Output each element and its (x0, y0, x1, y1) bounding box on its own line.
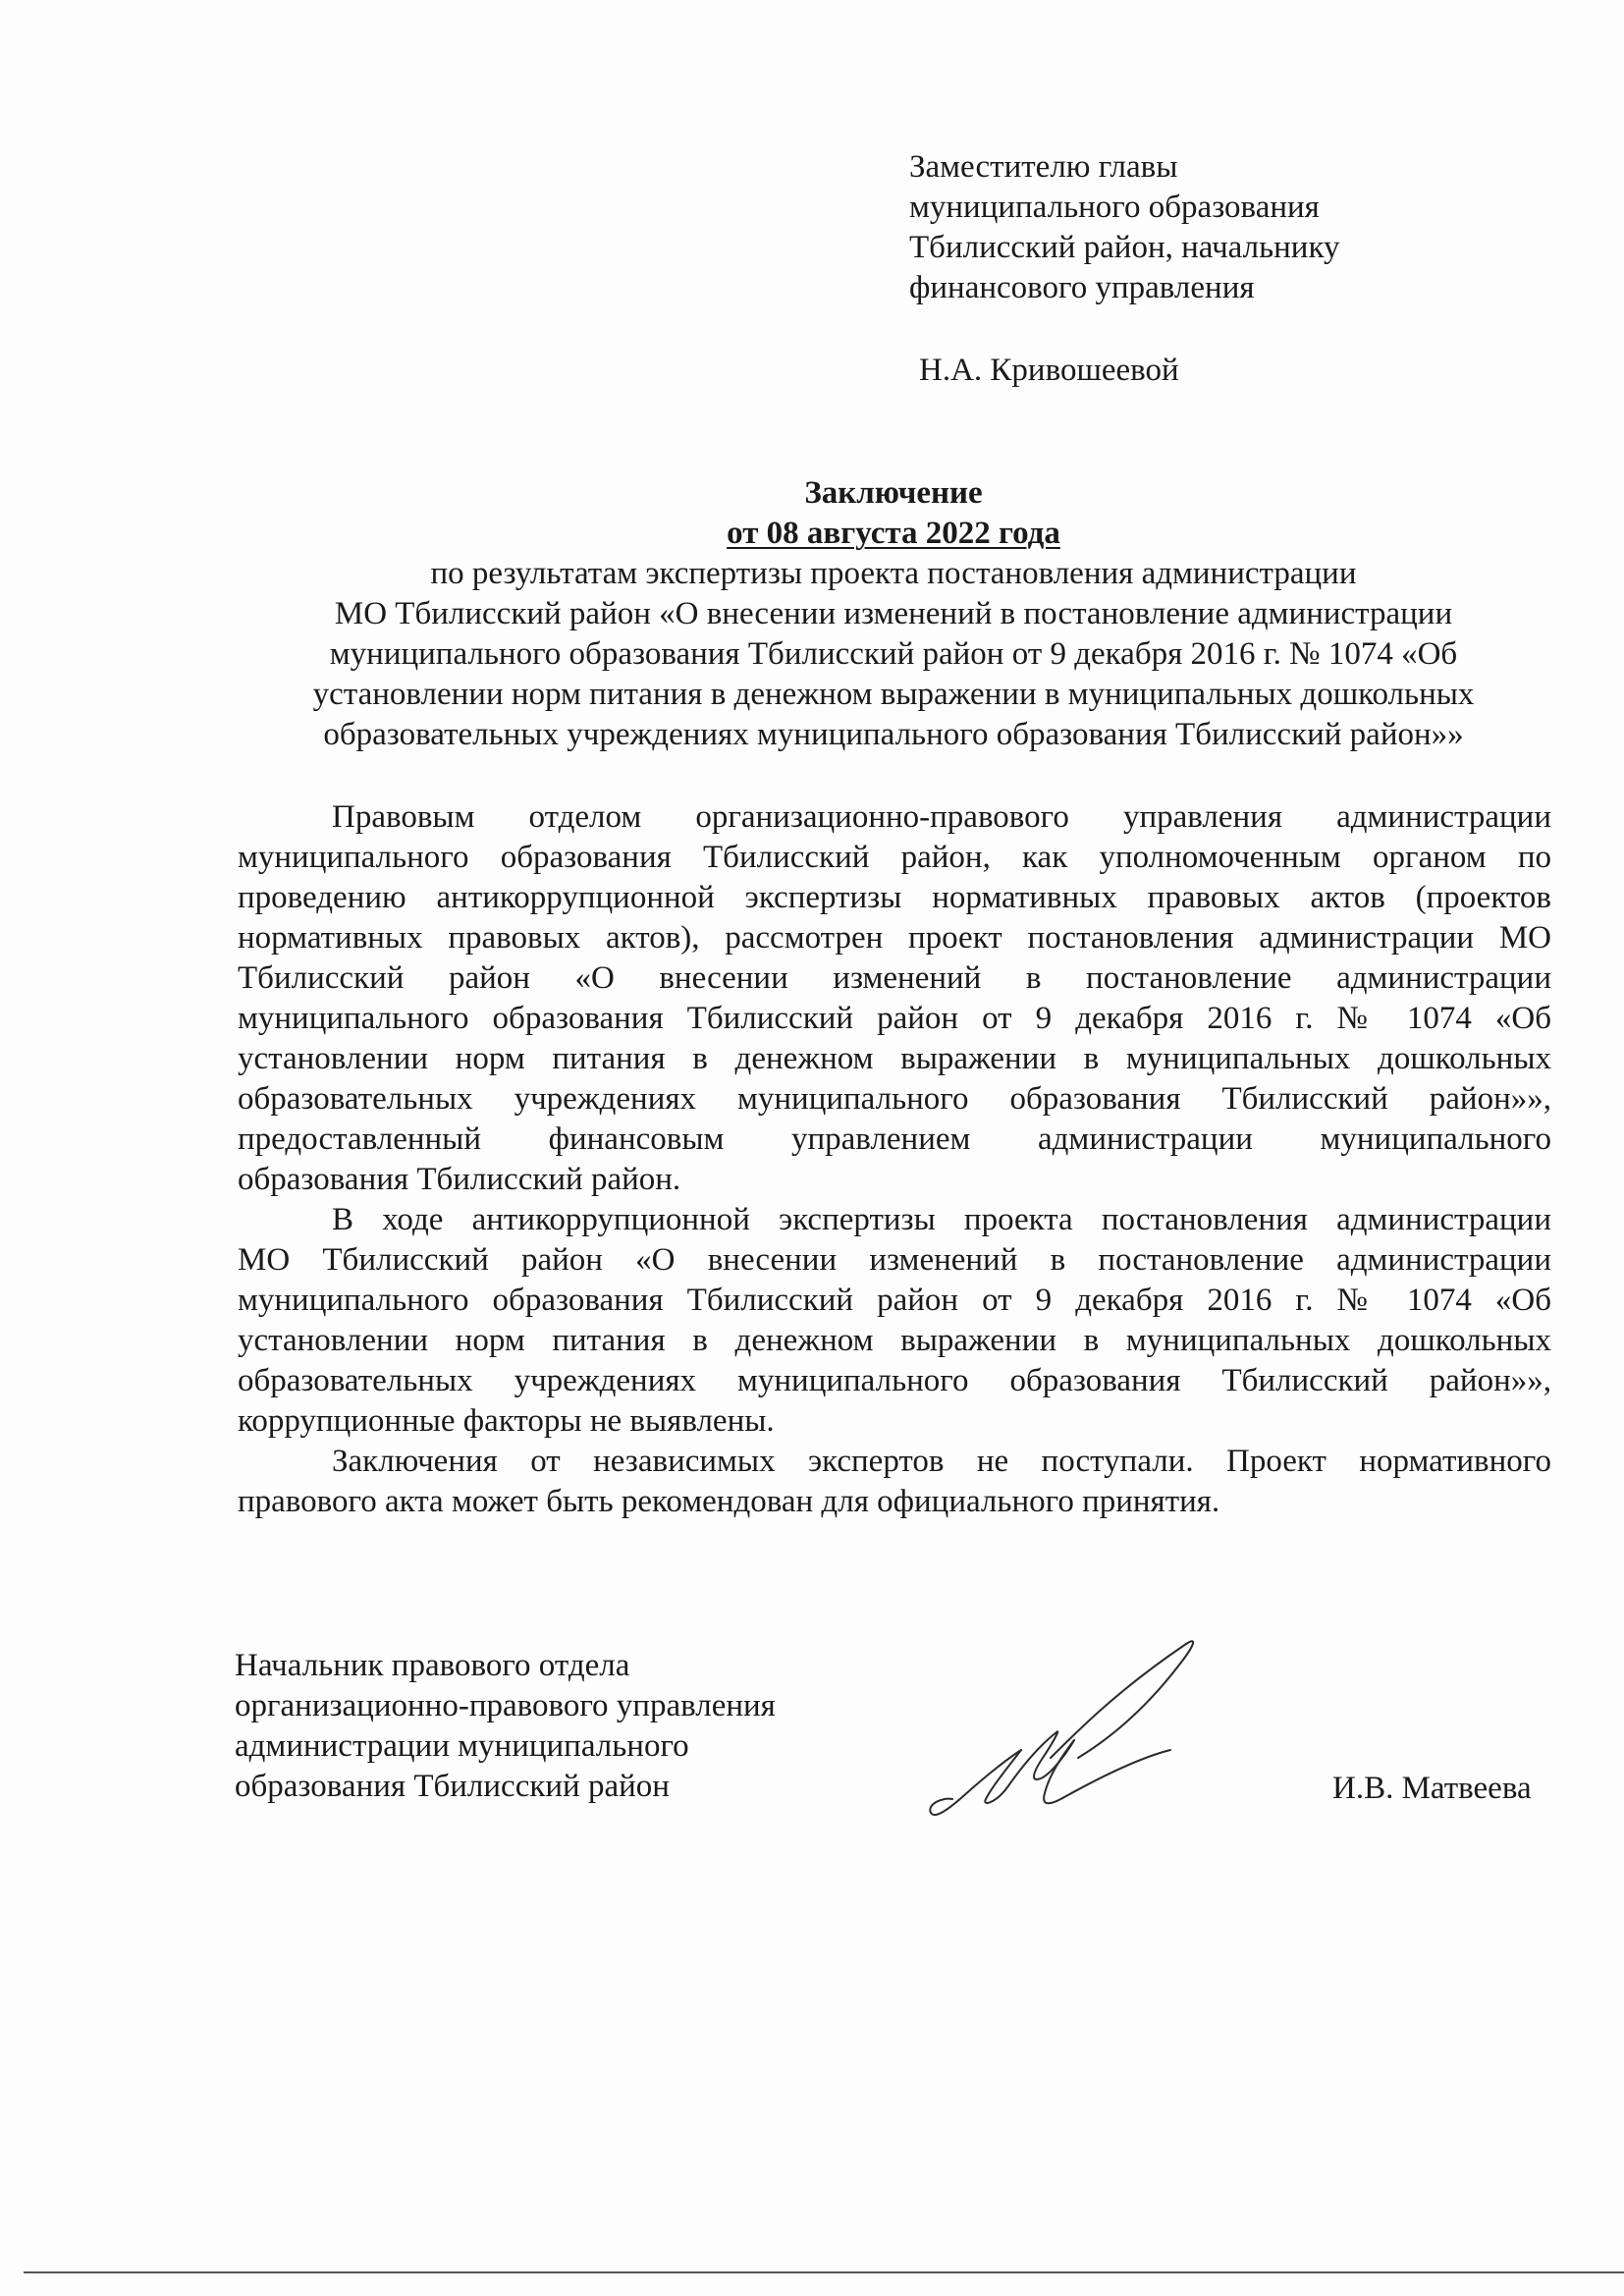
signer-position-line: Начальник правового отдела (235, 1648, 630, 1683)
body-line: проведению антикоррупционной экспертизы нормативных правовых актов (проектов (238, 880, 1551, 915)
subtitle-line: по результатам экспертизы проекта постановления администрации (430, 556, 1357, 591)
body-line: Правовым отделом организационно-правового управления администрации (332, 799, 1551, 835)
paragraph-findings (238, 1200, 1551, 1442)
paragraph-review (238, 797, 1551, 1200)
addressee-line: финансового управления (909, 270, 1255, 305)
body-line: образования Тбилисский район. (238, 1162, 681, 1197)
subtitle-line: МО Тбилисский район «О внесении изменений в постановление администрации (334, 596, 1453, 631)
signature-stroke (1051, 1641, 1193, 1758)
body-line: коррупционные факторы не выявлены. (238, 1403, 775, 1439)
body-line: МО Тбилисский район «О внесении изменений в постановление администрации (238, 1242, 1551, 1278)
body-line: муниципального образования Тбилисский район, как уполномоченным органом по (238, 840, 1551, 875)
subtitle-line: муниципального образования Тбилисский район от 9 декабря 2016 г. № 1074 «Об (329, 636, 1458, 672)
body-line: Тбилисский район «О внесении изменений в постановление администрации (238, 960, 1551, 996)
document-title-block (236, 473, 1551, 755)
subtitle-line: образовательных учреждениях муниципального образования Тбилисский район»» (323, 717, 1464, 752)
body-line: предоставленный финансовым управлением администрации муниципального (238, 1121, 1551, 1157)
document-date: от 08 августа 2022 года (727, 516, 1060, 551)
addressee-line: муниципального образования (909, 190, 1320, 225)
body-line: нормативных правовых актов), рассмотрен проект постановления администрации МО (238, 920, 1551, 956)
addressee-block (909, 147, 1538, 391)
addressee-line: Тбилисский район, начальнику (909, 230, 1340, 265)
signer-position-line: образования Тбилисский район (235, 1769, 670, 1804)
handwritten-signature (913, 1630, 1208, 1827)
signer-position-line: администрации муниципального (235, 1728, 689, 1764)
body-line: правового акта может быть рекомендован для официального принятия. (238, 1484, 1220, 1519)
addressee-name: Н.А. Кривошеевой (919, 353, 1179, 388)
paragraph-conclusion (238, 1442, 1551, 1522)
subtitle-line: установлении норм питания в денежном выражении в муниципальных дошкольных (312, 677, 1475, 712)
bottom-rule (24, 2271, 1624, 2273)
document-body (238, 797, 1551, 1522)
body-line: установлении норм питания в денежном выражении в муниципальных дошкольных (238, 1041, 1551, 1076)
body-line: муниципального образования Тбилисский район от 9 декабря 2016 г. № 1074 «Об (238, 1001, 1551, 1036)
body-line: образовательных учреждениях муниципального образования Тбилисский район»», (238, 1081, 1551, 1117)
signer-position-line: организационно-правового управления (235, 1688, 776, 1723)
body-line: Заключения от независимых экспертов не поступали. Проект нормативного (332, 1444, 1551, 1479)
signer-name: И.В. Матвеева (1332, 1771, 1532, 1806)
body-line: муниципального образования Тбилисский район от 9 декабря 2016 г. № 1074 «Об (238, 1283, 1551, 1318)
body-line: В ходе антикоррупционной экспертизы проекта постановления администрации (332, 1202, 1551, 1237)
body-line: установлении норм питания в денежном выражении в муниципальных дошкольных (238, 1323, 1551, 1358)
signature-stroke (930, 1750, 1021, 1815)
document-heading: Заключение (804, 475, 983, 511)
signature-stroke (1044, 1740, 1170, 1803)
signer-position-block (235, 1646, 843, 1807)
document-date-line (236, 514, 1551, 554)
body-line: образовательных учреждениях муниципального образования Тбилисский район»», (238, 1363, 1551, 1398)
addressee-line: Заместителю главы (909, 149, 1178, 185)
